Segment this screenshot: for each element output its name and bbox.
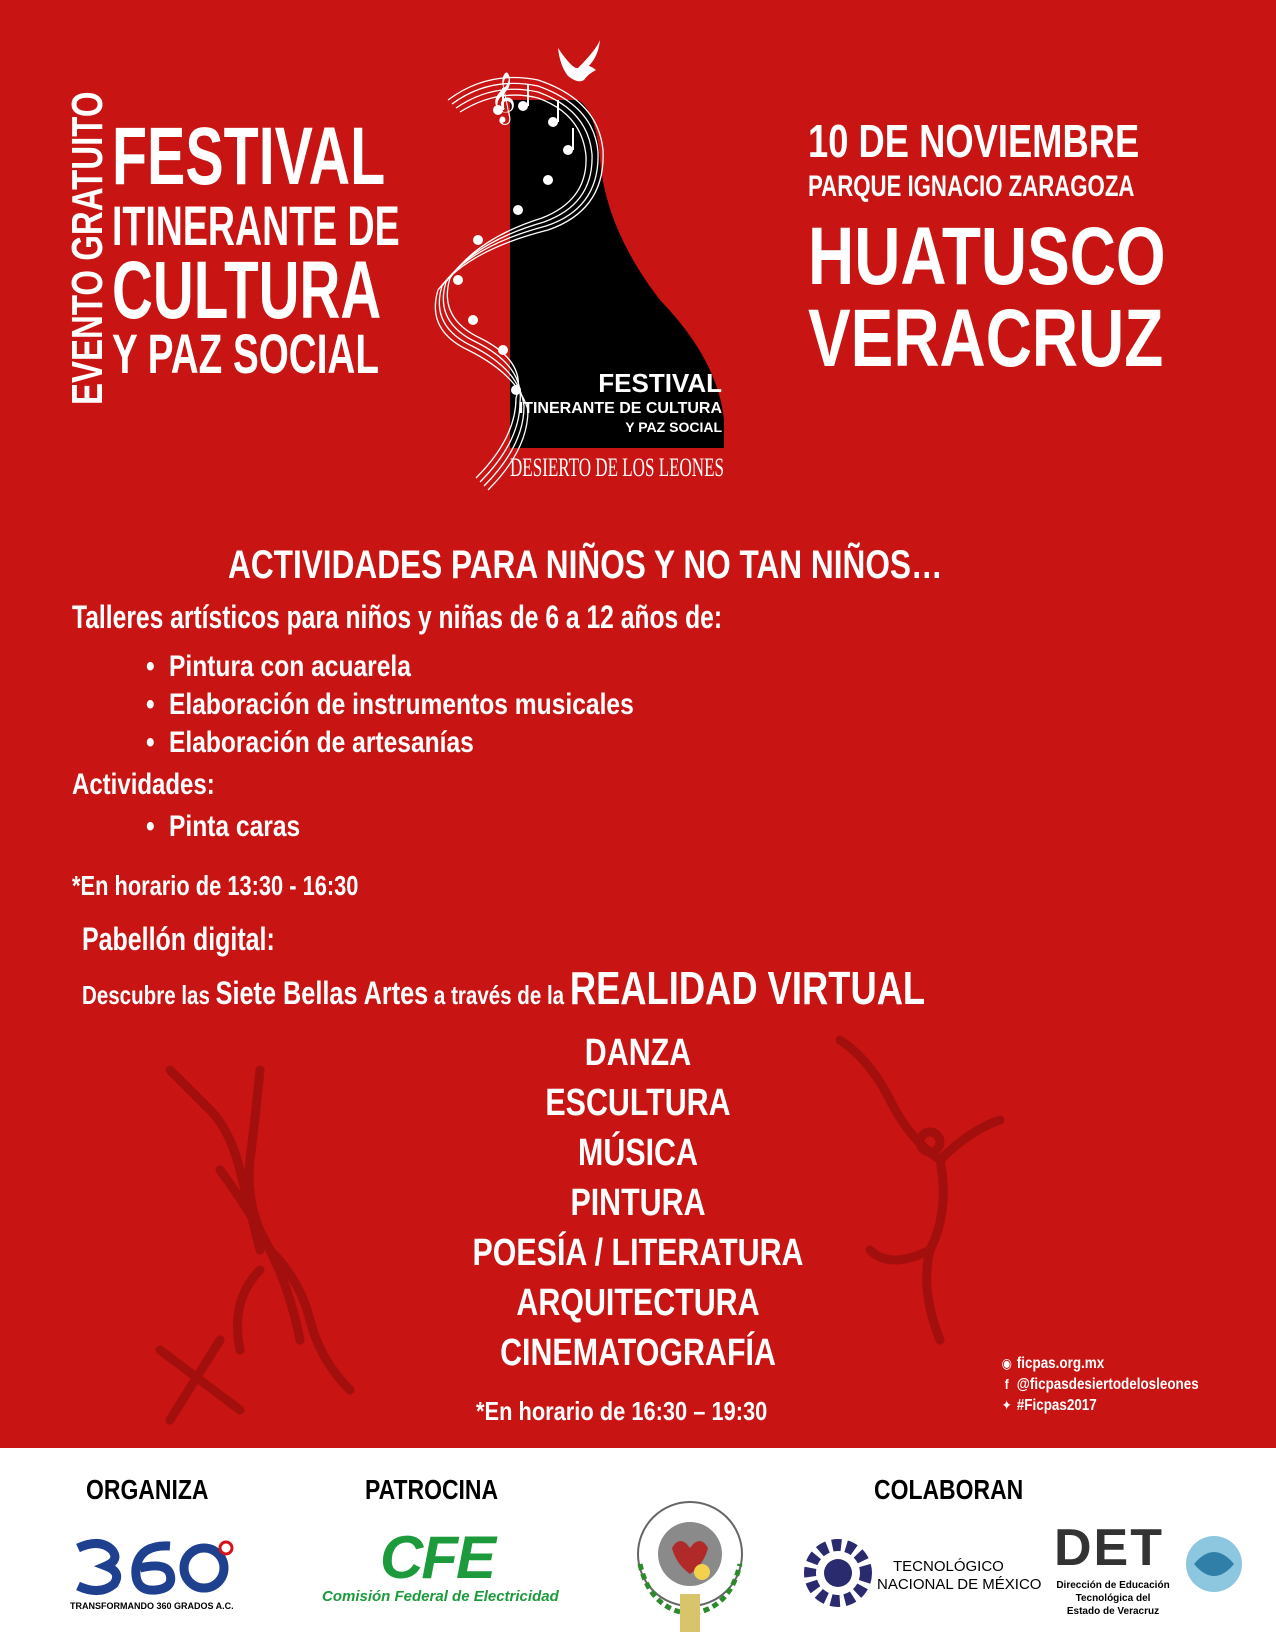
logo-360 <box>70 1536 240 1616</box>
free-event-badge: EVENTO GRATUITO <box>63 91 112 405</box>
twitter-link[interactable] <box>1000 1395 1199 1416</box>
logo-det <box>1054 1519 1254 1632</box>
event-date: 10 DE NOVIEMBRE <box>808 115 1140 167</box>
globe-icon: ◉ <box>1001 1355 1012 1371</box>
activities-list <box>146 808 300 846</box>
social-links <box>1000 1353 1199 1416</box>
twitter-icon: ✦ <box>1001 1397 1012 1413</box>
title-line-3: CULTURA <box>112 245 382 337</box>
patrocina-label: PATROCINA <box>365 1474 499 1505</box>
workshop-item: • Elaboración de artesanías <box>146 724 634 762</box>
cfe-mark: CFE <box>380 1524 494 1591</box>
organiza-label: ORGANIZA <box>86 1474 209 1505</box>
logo-itsh <box>620 1484 760 1634</box>
facebook-icon: f <box>1004 1376 1009 1392</box>
title-line-1: FESTIVAL <box>112 111 386 202</box>
logo-text-1: FESTIVAL <box>598 368 722 398</box>
workshop-item: • Pintura con acuarela <box>146 648 634 686</box>
logo-text-3: Y PAZ SOCIAL <box>625 419 722 435</box>
colaboran-label: COLABORAN <box>874 1474 1024 1505</box>
itsh-name <box>620 1484 639 1485</box>
digital-pavilion-label: Pabellón digital: <box>82 921 275 957</box>
activities-label: Actividades: <box>72 768 215 801</box>
digital-text-4: REALIDAD VIRTUAL <box>569 962 926 1014</box>
tecnm-line-2: NACIONAL DE MÉXICO <box>877 1576 1042 1593</box>
activity-item: • Pinta caras <box>146 808 300 846</box>
facebook-text: @ficpasdesiertodelosleones <box>1016 1376 1199 1393</box>
event-state: VERACRUZ <box>808 293 1164 384</box>
website-text: ficpas.org.mx <box>1016 1355 1105 1372</box>
art-item: MÚSICA <box>578 1132 698 1174</box>
cellist-silhouette <box>150 1050 390 1430</box>
art-item: DANZA <box>584 1032 692 1074</box>
title-line-4: Y PAZ SOCIAL <box>112 322 379 386</box>
event-city: HUATUSCO <box>808 211 1166 302</box>
festival-logo <box>428 40 758 510</box>
workshop-item: • Elaboración de instrumentos musicales <box>146 686 634 724</box>
art-item: ESCULTURA <box>545 1082 731 1124</box>
logo-text-4: DESIERTO DE LOS LEONES <box>510 453 724 482</box>
digital-pavilion-text <box>82 962 926 1014</box>
schedule-afternoon: *En horario de 16:30 – 19:30 <box>476 1396 768 1426</box>
svg-text:𝄞: 𝄞 <box>490 72 517 123</box>
art-item: ARQUITECTURA <box>516 1282 760 1324</box>
twitter-text: #Ficpas2017 <box>1016 1397 1097 1414</box>
website-link[interactable] <box>1000 1353 1199 1374</box>
fine-arts-list <box>398 1028 878 1378</box>
art-item: POESÍA / LITERATURA <box>472 1232 804 1274</box>
digital-text-1: Descubre las <box>82 980 216 1010</box>
event-date-location <box>808 115 1267 384</box>
event-venue: PARQUE IGNACIO ZARAGOZA <box>808 170 1135 203</box>
logo-tecnm <box>805 1528 1042 1618</box>
digital-text-2: Siete Bellas Artes <box>215 975 429 1011</box>
det-line-3: Estado de Veracruz <box>1066 1606 1160 1617</box>
det-mark: DET <box>1054 1519 1164 1577</box>
logo-text-2: ITINERANTE DE CULTURA <box>518 400 722 417</box>
tecnm-line-1: TECNOLÓGICO <box>893 1558 1004 1575</box>
workshops-list <box>146 648 634 762</box>
sponsors-footer <box>0 1448 1276 1652</box>
det-line-1: Dirección de Educación <box>1056 1580 1170 1591</box>
art-item: PINTURA <box>570 1182 706 1224</box>
schedule-morning: *En horario de 13:30 - 16:30 <box>72 870 359 901</box>
title-line-2: ITINERANTE DE <box>112 193 400 257</box>
workshops-intro: Talleres artísticos para niños y niñas de 6 a 12 años de: <box>72 599 723 635</box>
activities-heading: ACTIVIDADES PARA NIÑOS Y NO TAN NIÑOS… <box>228 543 943 587</box>
digital-text-3: a través de la <box>428 980 570 1010</box>
det-line-2: Tecnológica del <box>1075 1593 1151 1604</box>
facebook-link[interactable] <box>1000 1374 1199 1395</box>
cfe-name: Comisión Federal de Electricidad <box>322 1588 559 1605</box>
art-item: CINEMATOGRAFÍA <box>500 1332 776 1374</box>
logo-360-tagline: TRANSFORMANDO 360 GRADOS A.C. <box>70 1601 234 1611</box>
logo-cfe <box>322 1524 559 1605</box>
